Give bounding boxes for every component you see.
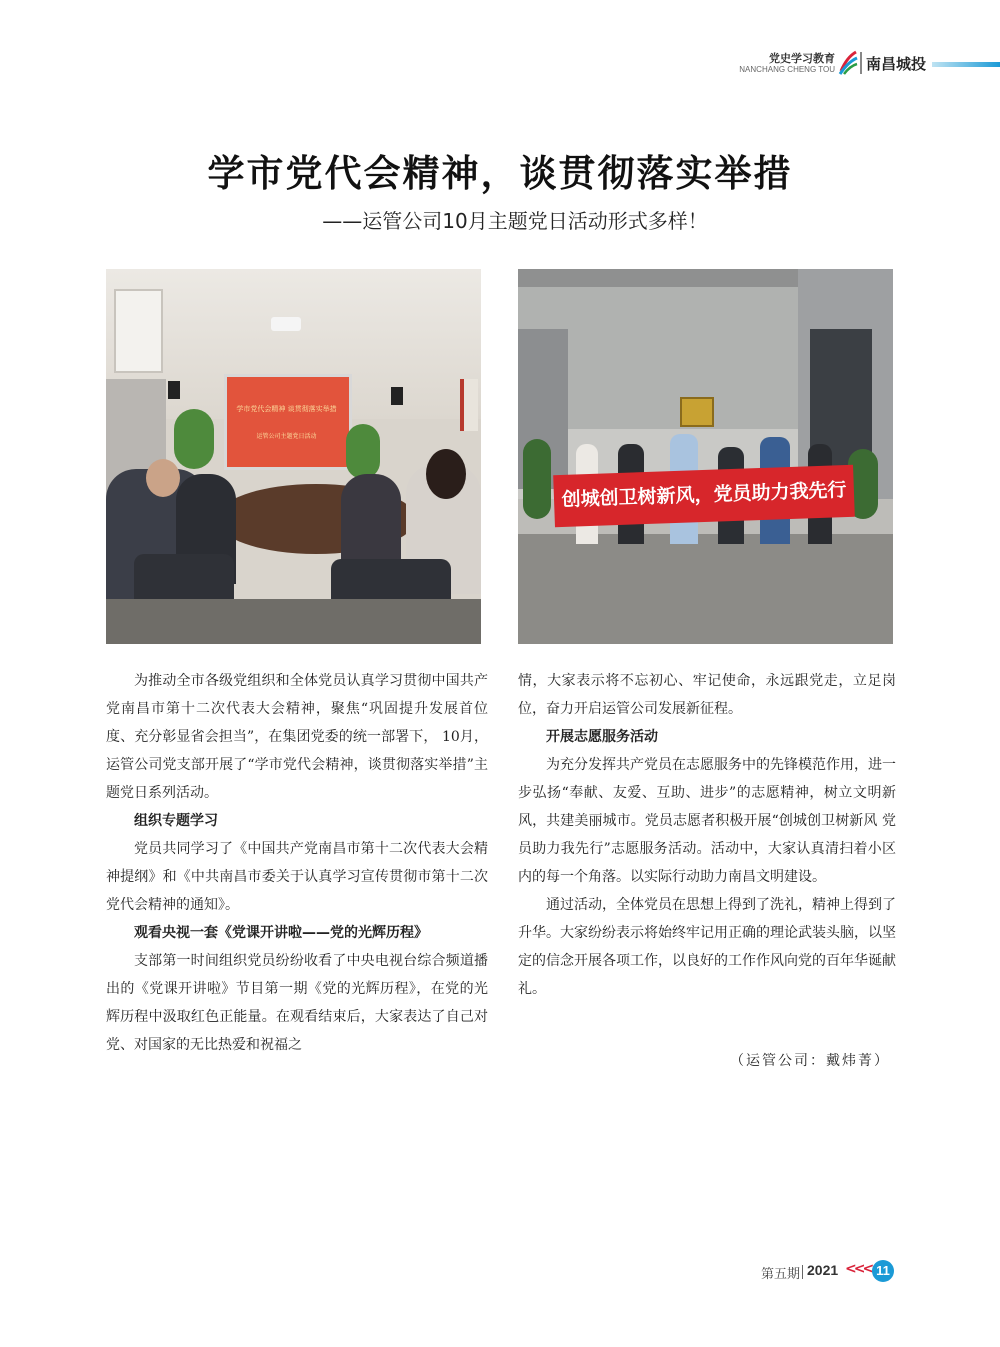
closing-paragraph: 通过活动，全体党员在思想上得到了洗礼，精神上得到了升华。大家纷纷表示将始终牢记用正确的理论武装头脑，以坚定的信念开展各项工作，以良好的工作作风向党的百年华诞献礼。 xyxy=(518,897,896,997)
heading-volunteer: 开展志愿服务活动 xyxy=(546,729,658,745)
heading-study: 组织专题学习 xyxy=(134,813,218,829)
screen-text-line1: 学市党代会精神 谈贯彻落实举措 xyxy=(236,405,337,413)
company-english-name: NANCHANG CHENG TOU xyxy=(739,65,835,74)
article-subtitle: ——运管公司10月主题党日活动形式多样！ xyxy=(322,209,708,233)
tv-program-paragraph-continued: 情，大家表示将不忘初心、牢记使命，永远跟党走，立足岗位，奋力开启运管公司发展新征程。 xyxy=(518,673,896,717)
screen-text-line2: 运管公司主题党日活动 xyxy=(256,433,317,440)
header-divider xyxy=(860,52,862,74)
banner-text: 创城创卫树新风，党员助力我先行 xyxy=(561,479,847,511)
company-logo-icon xyxy=(838,49,858,75)
author-credit: （运管公司：戴炜菁） xyxy=(730,1053,890,1069)
page-footer xyxy=(700,1260,900,1284)
intro-paragraph: 为推动全市各级党组织和全体党员认真学习贯彻中国共产党南昌市第十二次代表大会精神，聚焦“巩固提升发展首位度、充分彰显省会担当”，在集团党委的统一部署下， 10月，运管公司党支部开展了“学市党代会精神，谈贯彻落实举措”主题党日系列活动。 xyxy=(106,673,488,801)
volunteer-paragraph: 为充分发挥共产党员在志愿服务中的先锋模范作用，进一步弘扬“奉献、友爱、互助、进步”的志愿精神，树立文明新风，共建美丽城市。党员志愿者积极开展“创城创卫树新风 党员助力我先行”志愿服务活动。活动中，大家认真清扫着小区内的每一个角落。以实际行动助力南昌文明建设。 xyxy=(518,757,896,885)
header-accent-line xyxy=(932,62,1000,67)
footer-divider xyxy=(802,1265,803,1279)
page-header xyxy=(700,46,1000,86)
tv-program-paragraph: 支部第一时间组织党员纷纷收看了中央电视台综合频道播出的《党课开讲啦》节目第一期《党的光辉历程》，在党的光辉历程中汲取红色正能量。在观看结束后，大家表达了自己对党、对国家的无比热爱和祝福之 xyxy=(106,953,488,1053)
issue-year: 2021 xyxy=(807,1262,839,1278)
page-number: 11 xyxy=(872,1260,894,1282)
issue-label: 第五期 xyxy=(760,1267,800,1282)
chevron-left-icon: <<< xyxy=(845,1261,872,1277)
section-label: 党史学习教育 xyxy=(769,52,835,65)
meeting-room-photo xyxy=(106,269,481,644)
right-text-column xyxy=(518,667,896,1003)
volunteer-banner-photo xyxy=(518,269,893,644)
brand-name: 南昌城投 xyxy=(866,55,927,73)
heading-tv-program: 观看央视一套《党课开讲啦——党的光辉历程》 xyxy=(134,925,428,941)
article-title: 学市党代会精神，谈贯彻落实举措 xyxy=(207,152,793,195)
study-paragraph: 党员共同学习了《中国共产党南昌市第十二次代表大会精神提纲》和《中共南昌市委关于认真学习宣传贯彻市第十二次党代会精神的通知》。 xyxy=(106,841,488,913)
left-text-column xyxy=(106,667,488,1059)
